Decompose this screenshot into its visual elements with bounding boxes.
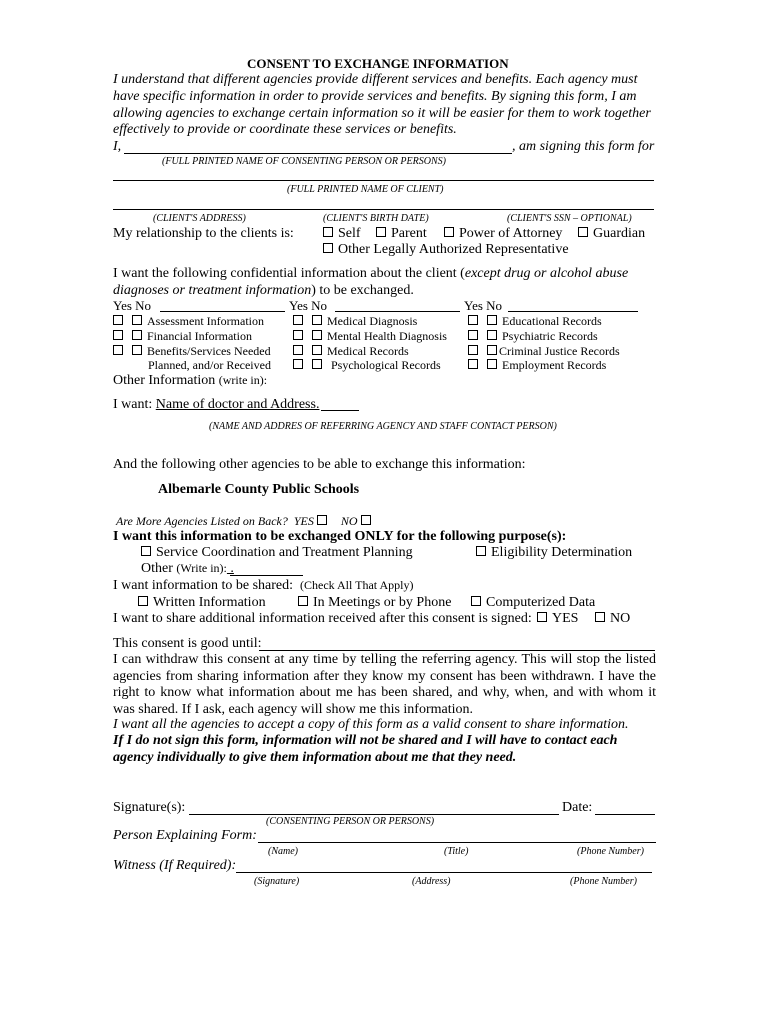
relationship-poa[interactable]: Power of Attorney <box>444 226 562 242</box>
i-prefix: I, <box>113 139 122 154</box>
yes-checkbox-icon <box>468 359 478 369</box>
purpose-service-coordination[interactable]: Service Coordination and Treatment Planning <box>141 545 413 561</box>
relationship-guardian[interactable]: Guardian <box>578 226 645 242</box>
good-until-field[interactable] <box>259 650 655 651</box>
more-agencies-row: Are More Agencies Listed on Back? YES NO <box>116 514 376 529</box>
header-underline <box>508 311 638 312</box>
listed-agency: Albemarle County Public Schools <box>158 482 360 497</box>
info-item[interactable]: Criminal Justice Records <box>468 344 620 359</box>
relationship-label: My relationship to the clients is: <box>113 226 294 241</box>
witness-address-label: (Address) <box>412 876 451 887</box>
person-explaining-label: Person Explaining Form: <box>113 828 257 843</box>
relationship-self[interactable]: Self <box>323 226 361 242</box>
agencies-intro: And the following other agencies to be able to exchange this information: <box>113 457 526 472</box>
referring-agency-label: (NAME AND ADDRES OF REFERRING AGENCY AND STAFF CONTACT PERSON) <box>209 421 557 432</box>
checkbox-icon <box>323 243 333 253</box>
client-address-label: (CLIENT'S ADDRESS) <box>153 213 246 224</box>
client-dob-label: (CLIENT'S BIRTH DATE) <box>323 213 429 224</box>
explaining-name-label: (Name) <box>268 846 298 857</box>
checkbox-icon <box>323 227 333 237</box>
purpose-eligibility[interactable]: Eligibility Determination <box>476 545 632 561</box>
yes-checkbox-icon <box>468 345 478 355</box>
no-checkbox-icon <box>312 345 322 355</box>
yes-checkbox-icon <box>293 330 303 340</box>
no-checkbox-icon <box>487 330 497 340</box>
i-want-row[interactable]: I want: Name of doctor and Address. <box>113 397 320 412</box>
no-checkbox-icon <box>487 359 497 369</box>
info-item[interactable]: Medical Records <box>293 344 409 359</box>
intro-line-1: I understand that different agencies provide different services and benefits. Each agency must <box>113 72 638 87</box>
checkbox-icon <box>537 612 547 622</box>
referring-agency-value: Name of doctor and Address. <box>155 397 320 412</box>
explaining-title-label: (Title) <box>444 846 469 857</box>
accept-copy-text: I want all the agencies to accept a copy of this form as a valid consent to share information. <box>113 717 629 732</box>
good-until-label: This consent is good until: <box>113 636 262 651</box>
witness-field[interactable] <box>236 872 652 873</box>
consenting-name-field[interactable] <box>124 153 512 154</box>
confidential-line-2: diagnoses or treatment information) to be exchanged. <box>113 283 414 298</box>
date-label: Date: <box>562 800 593 815</box>
no-checkbox-icon <box>132 345 142 355</box>
info-item[interactable]: Educational Records <box>468 314 602 329</box>
yes-no-header-2: Yes No <box>289 298 328 313</box>
info-item[interactable]: Psychological Records <box>293 358 441 373</box>
explaining-phone-label: (Phone Number) <box>577 846 644 857</box>
yes-checkbox-icon <box>293 359 303 369</box>
yes-checkbox-icon <box>113 345 123 355</box>
no-checkbox-icon <box>487 315 497 325</box>
no-checkbox-icon <box>132 330 142 340</box>
purpose-other-field[interactable] <box>230 575 303 576</box>
shared-written[interactable]: Written Information <box>138 595 266 611</box>
checkbox-icon <box>471 596 481 606</box>
person-explaining-field[interactable] <box>258 842 656 843</box>
shared-computerized[interactable]: Computerized Data <box>471 595 595 611</box>
relationship-parent[interactable]: Parent <box>376 226 427 242</box>
referring-agency-underline <box>321 410 359 411</box>
info-item[interactable]: Medical Diagnosis <box>293 314 417 329</box>
intro-line-2: have specific information in order to provide services and benefits. By signing this form, I am <box>113 89 637 104</box>
client-name-label: (FULL PRINTED NAME OF CLIENT) <box>287 184 444 195</box>
checkbox-icon <box>578 227 588 237</box>
other-information: Other Information (write in): <box>113 373 268 388</box>
header-underline <box>335 311 460 312</box>
yes-checkbox-icon <box>293 315 303 325</box>
no-checkbox-icon <box>312 359 322 369</box>
more-no-checkbox-icon[interactable] <box>361 515 371 525</box>
purpose-heading: I want this information to be exchanged ONLY for the following purpose(s): <box>113 529 567 544</box>
no-checkbox-icon <box>132 315 142 325</box>
confidential-line-1: I want the following confidential information about the client (except drug or alcohol abuse <box>113 266 629 281</box>
no-checkbox-icon <box>312 330 322 340</box>
client-ssn-label: (CLIENT'S SSN – OPTIONAL) <box>507 213 632 224</box>
signature-field[interactable] <box>189 814 559 815</box>
witness-signature-label: (Signature) <box>254 876 300 887</box>
no-checkbox-icon <box>487 345 497 355</box>
i-suffix: , am signing this form for <box>512 139 655 154</box>
no-checkbox-icon <box>312 315 322 325</box>
more-yes-checkbox-icon[interactable] <box>317 515 327 525</box>
info-item-continuation: Planned, and/or Received <box>148 358 271 372</box>
shared-meetings[interactable]: In Meetings or by Phone <box>298 595 451 611</box>
additional-label: I want to share additional information received after this consent is signed: <box>113 611 532 626</box>
yes-checkbox-icon <box>468 330 478 340</box>
checkbox-icon <box>141 546 151 556</box>
relationship-other[interactable]: Other Legally Authorized Representative <box>323 242 569 258</box>
warning-text: If I do not sign this form, information will not be shared and I will have to contact each agency individually to give them information about me that they need. <box>113 733 618 765</box>
checkbox-icon <box>138 596 148 606</box>
signature-sub-label: (CONSENTING PERSON OR PERSONS) <box>266 816 435 827</box>
yes-no-header-1: Yes No <box>113 298 152 313</box>
yes-checkbox-icon <box>113 330 123 340</box>
withdraw-paragraph: I can withdraw this consent at any time by telling the referring agency. This will stop the listed agencies from sharing information after they know my consent has been withdrawn. I have the right to know what information about me has been shared, and why, when, and with whom it was shared. If I ask, each agency will show me this information. <box>113 652 656 717</box>
checkbox-icon <box>298 596 308 606</box>
shared-row: I want information to be shared: (Check All That Apply) <box>113 578 414 593</box>
additional-yes[interactable]: YES <box>537 611 578 627</box>
info-item[interactable]: Assessment Information <box>113 314 264 329</box>
checkbox-icon <box>444 227 454 237</box>
client-details-field[interactable] <box>113 209 654 210</box>
info-item[interactable]: Financial Information <box>113 329 252 344</box>
info-item[interactable]: Mental Health Diagnosis <box>293 329 447 344</box>
yes-checkbox-icon <box>468 315 478 325</box>
checkbox-icon <box>595 612 605 622</box>
purpose-other[interactable]: Other (Write in): . <box>141 561 234 576</box>
client-name-field[interactable] <box>113 180 654 181</box>
yes-checkbox-icon <box>113 315 123 325</box>
info-item[interactable]: Benefits/Services Needed <box>113 344 271 359</box>
info-item[interactable]: Psychiatric Records <box>468 329 598 344</box>
additional-no[interactable]: NO <box>595 611 630 627</box>
checkbox-icon <box>376 227 386 237</box>
intro-line-3: allowing agencies to exchange certain information so it will be easier for them to work together <box>113 106 651 121</box>
consenting-name-label: (FULL PRINTED NAME OF CONSENTING PERSON OR PERSONS) <box>162 156 446 167</box>
witness-phone-label: (Phone Number) <box>570 876 637 887</box>
checkbox-icon <box>476 546 486 556</box>
header-underline <box>160 311 285 312</box>
info-item[interactable]: Employment Records <box>468 358 606 373</box>
signature-label: Signature(s): <box>113 800 186 815</box>
witness-label: Witness (If Required): <box>113 858 237 873</box>
intro-line-4: effectively to provide or coordinate these services or benefits. <box>113 122 457 137</box>
date-field[interactable] <box>595 814 655 815</box>
yes-checkbox-icon <box>293 345 303 355</box>
page-title: CONSENT TO EXCHANGE INFORMATION <box>247 56 509 71</box>
yes-no-header-3: Yes No <box>464 298 503 313</box>
